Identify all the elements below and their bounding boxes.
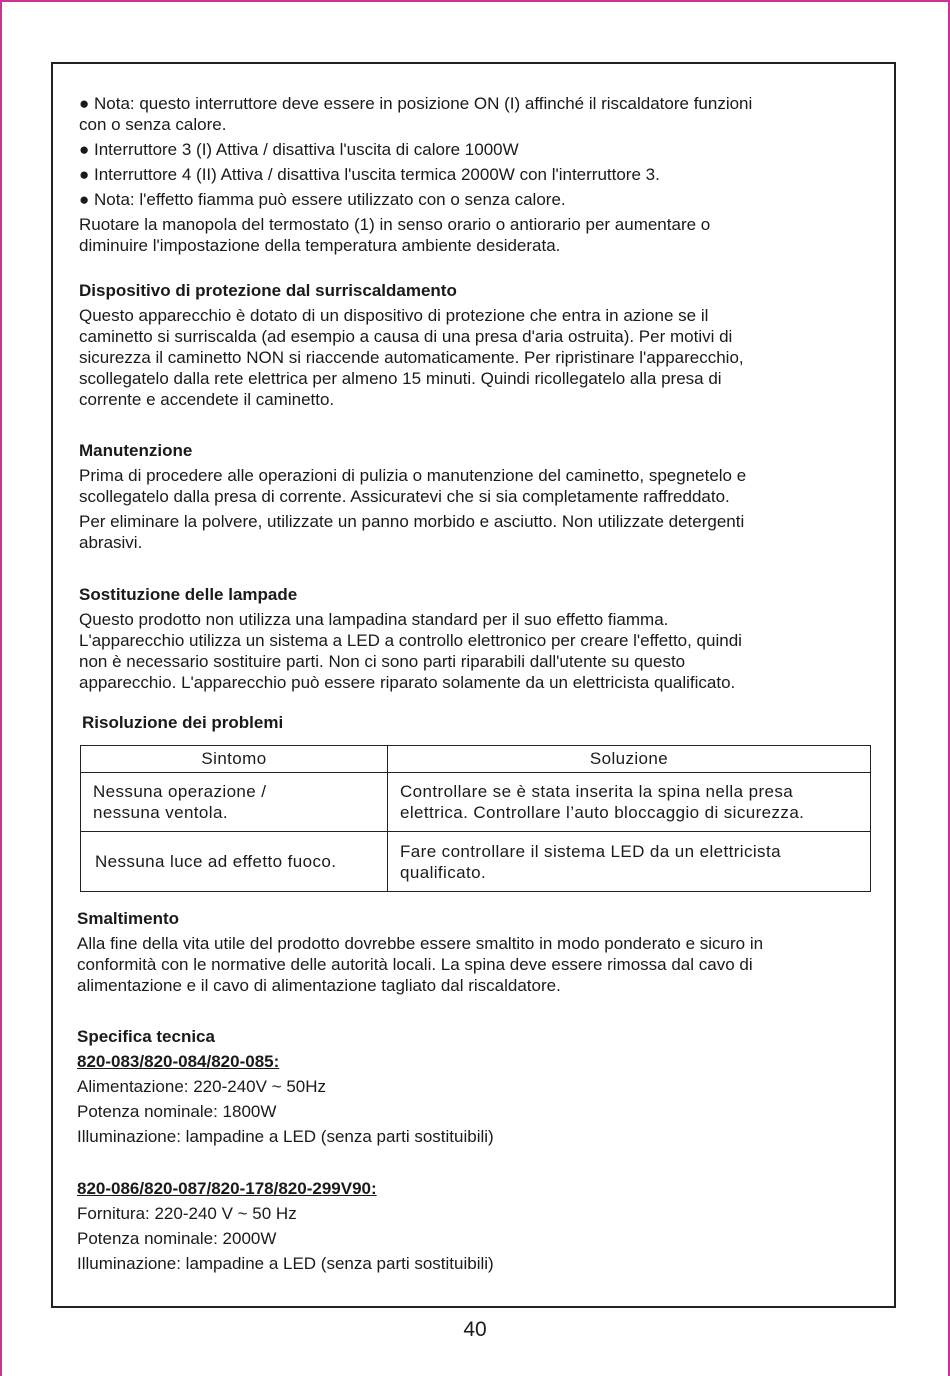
lamps-line: L'apparecchio utilizza un sistema a LED a controllo elettronico per creare l'effetto, quindi bbox=[79, 631, 742, 650]
disposal-line: alimentazione e il cavo di alimentazione tagliato dal riscaldatore. bbox=[77, 976, 561, 995]
symptom-line: Nessuna luce ad effetto fuoco. bbox=[95, 852, 337, 871]
section-title-lamps: Sostituzione delle lampade bbox=[79, 585, 298, 604]
maintenance-line: scollegatelo dalla presa di corrente. Assicuratevi che si sia completamente raffreddato. bbox=[79, 487, 730, 506]
lamps-line: non è necessario sostituire parti. Non ci sono parti riparabili dall'utente su questo bbox=[79, 652, 686, 671]
note-switch-on: ● Nota: questo interruttore deve essere in posizione ON (I) affinché il riscaldatore funzioni bbox=[79, 94, 753, 113]
table-header-row bbox=[81, 746, 871, 773]
solution-line: elettrica. Controllare l’auto bloccaggio di sicurezza. bbox=[400, 803, 805, 822]
maintenance-line: Per eliminare la polvere, utilizzate un panno morbido e asciutto. Non utilizzate detergenti bbox=[79, 512, 745, 531]
overheat-line: scollegatelo dalla rete elettrica per almeno 15 minuti. Quindi ricollegatelo alla presa di bbox=[79, 369, 722, 388]
page-trim-left bbox=[0, 0, 2, 1376]
maintenance-line: abrasivi. bbox=[79, 533, 143, 552]
switch-4-text: ● Interruttore 4 (II) Attiva / disattiva l'uscita termica 2000W con l'interruttore 3. bbox=[79, 165, 660, 184]
switch-3-text: ● Interruttore 3 (I) Attiva / disattiva l'uscita di calore 1000W bbox=[79, 140, 519, 159]
note-switch-on-cont: con o senza calore. bbox=[79, 115, 227, 134]
thermostat-text-cont: diminuire l'impostazione della temperatura ambiente desiderata. bbox=[79, 236, 561, 255]
note-flame-effect: ● Nota: l'effetto fiamma può essere utilizzato con o senza calore. bbox=[79, 190, 566, 209]
table-row bbox=[81, 773, 871, 832]
solution-line: Controllare se è stata inserita la spina nella presa bbox=[400, 782, 794, 801]
column-header-solution: Soluzione bbox=[388, 746, 871, 773]
table-row bbox=[81, 832, 871, 892]
spec-models-group-1: 820-083/820-084/820-085: bbox=[77, 1052, 280, 1071]
overheat-line: corrente e accendete il caminetto. bbox=[79, 390, 335, 409]
spec-power-1: Potenza nominale: 1800W bbox=[77, 1102, 277, 1121]
disposal-line: Alla fine della vita utile del prodotto dovrebbe essere smaltito in modo ponderato e sicuro in bbox=[77, 934, 764, 953]
symptom-line: Nessuna operazione / bbox=[93, 782, 267, 801]
spec-lighting-2: Illuminazione: lampadine a LED (senza parti sostituibili) bbox=[77, 1254, 494, 1273]
spec-models-group-2: 820-086/820-087/820-178/820-299V90: bbox=[77, 1179, 377, 1198]
section-title-troubleshooting: Risoluzione dei problemi bbox=[82, 713, 284, 732]
solution-line: Fare controllare il sistema LED da un elettricista bbox=[400, 841, 781, 861]
solution-cell bbox=[388, 832, 871, 892]
overheat-line: Questo apparecchio è dotato di un dispositivo di protezione che entra in azione se il bbox=[79, 306, 709, 325]
overheat-line: sicurezza il caminetto NON si riaccende automaticamente. Per ripristinare l'apparecchio, bbox=[79, 348, 744, 367]
solution-line: qualificato. bbox=[400, 862, 487, 882]
section-title-maintenance: Manutenzione bbox=[79, 441, 193, 460]
spec-lighting-1: Illuminazione: lampadine a LED (senza parti sostituibili) bbox=[77, 1127, 494, 1146]
disposal-line: conformità con le normative delle autorità locali. La spina deve essere rimossa dal cavo di bbox=[77, 955, 753, 974]
lamps-line: apparecchio. L'apparecchio può essere riparato solamente da un elettricista qualificato. bbox=[79, 673, 736, 692]
page-trim-top bbox=[0, 0, 950, 2]
lamps-line: Questo prodotto non utilizza una lampadina standard per il suo effetto fiamma. bbox=[79, 610, 669, 629]
thermostat-text: Ruotare la manopola del termostato (1) in senso orario o antiorario per aumentare o bbox=[79, 215, 711, 234]
column-header-symptom: Sintomo bbox=[81, 746, 388, 773]
spec-supply-2: Fornitura: 220-240 V ~ 50 Hz bbox=[77, 1204, 297, 1223]
troubleshooting-table bbox=[80, 745, 871, 892]
section-title-disposal: Smaltimento bbox=[77, 909, 180, 928]
section-title-overheat: Dispositivo di protezione dal surriscaldamento bbox=[79, 281, 457, 300]
overheat-line: caminetto si surriscalda (ad esempio a causa di una presa d'aria ostruita). Per motivi di bbox=[79, 327, 733, 346]
symptom-line: nessuna ventola. bbox=[93, 803, 228, 822]
spec-power-2: Potenza nominale: 2000W bbox=[77, 1229, 277, 1248]
symptom-cell bbox=[81, 773, 388, 832]
spec-supply-1: Alimentazione: 220-240V ~ 50Hz bbox=[77, 1077, 327, 1096]
section-title-specs: Specifica tecnica bbox=[77, 1027, 215, 1046]
maintenance-line: Prima di procedere alle operazioni di pulizia o manutenzione del caminetto, spegnetelo e bbox=[79, 466, 747, 485]
symptom-cell bbox=[81, 832, 388, 892]
page-number: 40 bbox=[463, 1318, 487, 1341]
solution-cell bbox=[388, 773, 871, 832]
